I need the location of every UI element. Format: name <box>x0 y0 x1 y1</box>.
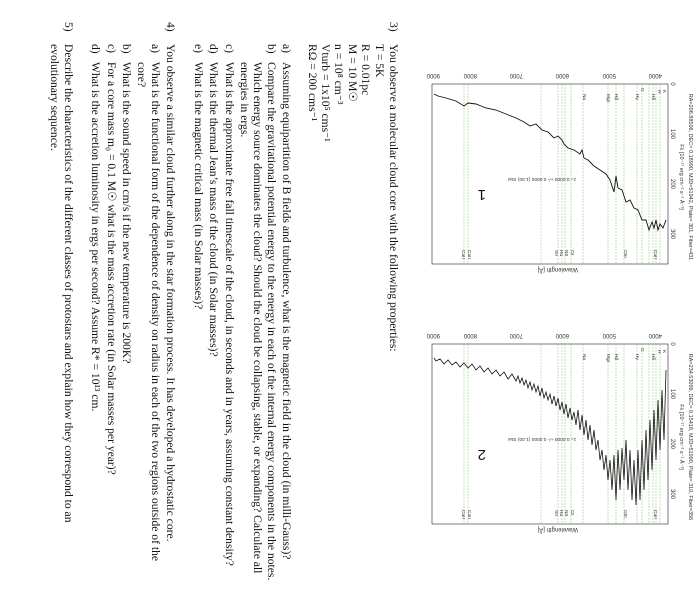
part-label: c) <box>104 44 118 54</box>
question-3a <box>280 22 293 582</box>
y-axis-label: Fλ [10⁻¹⁷ erg cm⁻² s⁻¹ Å⁻¹] <box>678 404 684 470</box>
spectrum-panel-number: 2 <box>477 446 486 463</box>
y-tick-labels <box>669 82 675 239</box>
line-label: OI <box>569 250 574 256</box>
question-3c <box>222 22 235 582</box>
line-label: CaII <box>466 510 471 519</box>
line-label: NII <box>563 510 568 517</box>
question-number: 4) <box>164 22 178 32</box>
x-tick-label: 4000 <box>648 332 662 338</box>
y-tick-label: 100 <box>669 388 675 400</box>
plot-frame <box>432 84 668 264</box>
spectrum-svg-1 <box>418 70 696 284</box>
spectrum-trace <box>434 94 666 230</box>
part-text: Compare the gravitational potential energy to the energy in each of the internal energy components in the notes. Which energy source dominates the cloud? Should the cloud be collapsing, stable, or expanding? Calculate all energies in ergs. <box>237 62 278 581</box>
question-4d <box>89 22 102 582</box>
emission-line-markers <box>464 84 660 264</box>
question-text: Describe the characteristics of the different classes of protostars and explain how they correspond to an evolutionary sequence. <box>48 44 75 523</box>
cloud-properties-list <box>305 22 385 582</box>
question-5 <box>48 22 75 582</box>
x-tick-label: 8000 <box>463 72 477 78</box>
line-label: OI <box>569 510 574 516</box>
part-text: For a core mass m₀ = 0.1 M☉ what is the mass accretion rate (in Solar masses per year)? <box>104 62 118 475</box>
x-tick-labels <box>426 332 662 338</box>
line-label: MgI <box>605 94 610 102</box>
line-label: K <box>661 350 666 354</box>
line-label: Hγ <box>634 354 639 360</box>
x-tick-label: 7000 <box>509 332 523 338</box>
y-tick-labels <box>669 342 675 499</box>
line-label: H <box>656 90 661 94</box>
x-tick-label: 6000 <box>555 72 569 78</box>
line-label: H <box>656 350 661 354</box>
part-text: What is the functional form of the dependence of density on radius in each of the two regions outside of the core? <box>135 62 162 562</box>
question-intro: You observe a similar cloud further along in the star formation process. It has developed a hydrostatic core. <box>164 44 178 542</box>
question-3e <box>191 22 204 582</box>
line-label: Hβ <box>613 354 618 361</box>
x-tick-label: 5000 <box>602 72 616 78</box>
spectrum-header: RA=206.88506, DEC= 0.18990, MJD=51942, Plate= 301, Fiber=431 <box>687 93 693 261</box>
y-tick-label: 300 <box>669 228 675 240</box>
line-label: G <box>639 88 644 92</box>
line-label: Hδ <box>650 94 655 101</box>
line-label: MgI <box>605 354 610 362</box>
line-label: Hα <box>558 510 563 517</box>
question-3d <box>207 22 220 582</box>
line-label: CaII <box>652 250 657 259</box>
y-tick-label: 0 <box>669 342 675 346</box>
line-label: CaII <box>466 250 471 259</box>
line-label: Na <box>581 94 586 101</box>
x-tick-label: 4000 <box>648 72 662 78</box>
part-text: What is the sound speed in cm/s if the new temperature is 200K? <box>120 62 134 364</box>
part-text: Assuming equipartition of B fields and turbulence, what is the magnetic field in the cloud (in milli-Gauss)? <box>280 62 294 560</box>
part-label: d) <box>89 44 103 54</box>
property-mass: M = 10 M☉ <box>345 44 359 102</box>
x-axis-label: Wavelength [Å] <box>537 526 578 532</box>
spectrum-plot-1 <box>418 70 696 284</box>
redshift-note: z= 0.0000 +/- 0.0000 (1.00) Star <box>507 436 576 441</box>
part-text: What is the thermal Jean’s mass of the cloud (in Solar masses)? <box>207 62 221 357</box>
part-label: b) <box>120 44 134 54</box>
x-tick-label: 9000 <box>426 332 440 338</box>
line-label: OIII <box>622 250 627 258</box>
spectrum-header: RA=234.53099, DEC= 0.15418, MJD=51990, Plate= 310, Fiber=356 <box>687 353 693 521</box>
plot-frame <box>432 344 668 524</box>
line-label: Hγ <box>634 94 639 100</box>
line-label: CaII <box>460 250 465 259</box>
property-density: n = 10⁸ cm⁻³ <box>332 44 346 105</box>
question-3 <box>387 22 400 582</box>
emission-line-markers <box>464 344 660 524</box>
line-label: Hβ <box>613 94 618 101</box>
question-intro: You observe a molecular cloud core with the following properties: <box>387 44 400 352</box>
spectrum-svg-2 <box>418 330 696 544</box>
spectral-line-labels <box>460 348 667 519</box>
x-tick-labels <box>426 72 662 78</box>
line-label: SII <box>553 510 558 516</box>
part-label: a) <box>280 44 294 54</box>
line-label: CaII <box>652 510 657 519</box>
property-rotation: RΩ = 200 cms⁻¹ <box>305 44 319 122</box>
question-4b <box>120 22 133 582</box>
line-label: CaII <box>460 510 465 519</box>
y-axis-label: Fλ [10⁻¹⁷ erg cm⁻² s⁻¹ Å⁻¹] <box>678 144 684 210</box>
y-tick-label: 100 <box>669 128 675 140</box>
spectrum-plot-2 <box>418 330 696 544</box>
property-temperature: T = 5K <box>372 44 386 78</box>
part-label: b) <box>264 44 278 54</box>
question-4 <box>164 22 177 582</box>
part-text: What is the magnetic critical mass (in Solar masses)? <box>191 62 205 310</box>
line-label: K <box>661 90 666 94</box>
part-label: a) <box>148 44 162 54</box>
question-number: 3) <box>387 22 400 32</box>
spectrum-panel-number: 1 <box>477 186 486 203</box>
line-label: NII <box>563 250 568 257</box>
line-label: G <box>639 348 644 352</box>
question-3b <box>238 22 278 582</box>
question-4c <box>104 22 117 582</box>
spectral-line-labels <box>460 88 667 259</box>
y-tick-label: 300 <box>669 488 675 500</box>
part-text: What is the accretion luminosity in ergs per second? Assume R* = 10¹³ cm. <box>89 62 103 412</box>
property-radius: R = 0.01pc <box>359 44 373 96</box>
line-label: Na <box>581 354 586 361</box>
line-label: Hα <box>558 250 563 257</box>
question-4a <box>135 22 162 582</box>
line-label: Hδ <box>650 354 655 361</box>
spectrum-trace <box>434 358 666 505</box>
question-number: 5) <box>61 22 75 32</box>
x-tick-label: 6000 <box>555 332 569 338</box>
part-text: What is the approximate free fall timescale of the cloud, in seconds and in years, assuming constant density? <box>222 62 236 566</box>
part-label: d) <box>207 44 221 54</box>
redshift-note: z= 0.0000 +/- 0.0000 (1.00) Star <box>507 176 576 181</box>
x-tick-label: 9000 <box>426 72 440 78</box>
part-label: c) <box>222 44 236 54</box>
x-tick-label: 8000 <box>463 332 477 338</box>
line-label: SII <box>553 250 558 256</box>
y-tick-label: 200 <box>669 438 675 450</box>
line-label: OIII <box>622 510 627 518</box>
x-axis-label: Wavelength [Å] <box>537 266 578 272</box>
problem-set-text <box>48 22 400 582</box>
x-tick-label: 7000 <box>509 72 523 78</box>
x-tick-label: 5000 <box>602 332 616 338</box>
part-label: e) <box>191 44 205 54</box>
y-tick-label: 0 <box>669 82 675 86</box>
y-tick-label: 200 <box>669 178 675 190</box>
property-turbulent-velocity: Vturb = 1x10⁵ cms⁻¹ <box>318 44 332 142</box>
